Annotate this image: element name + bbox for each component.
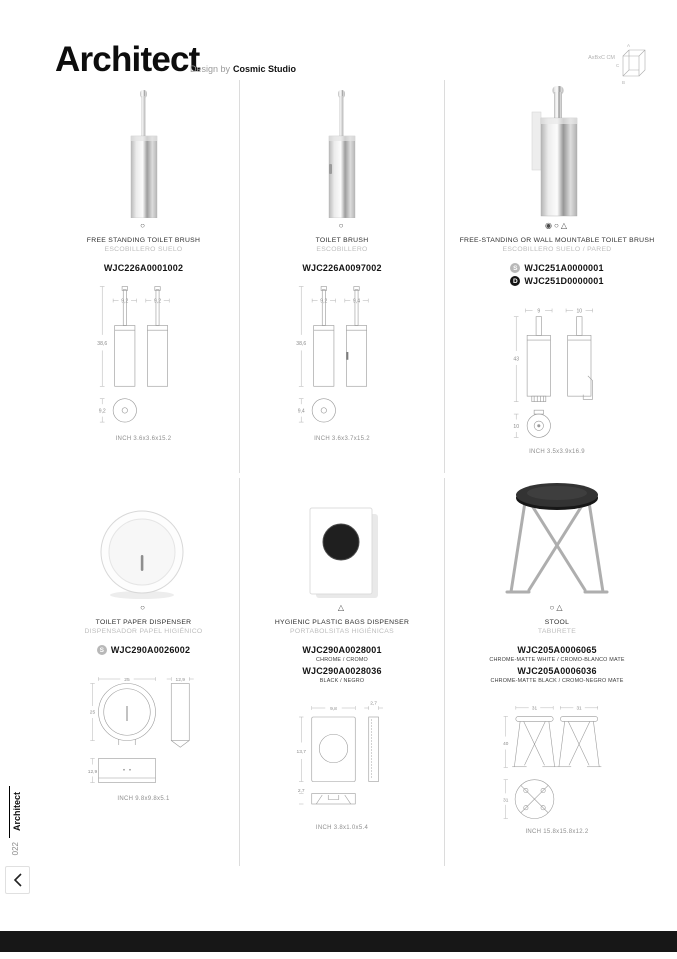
inch-dimensions: INCH 3.6x3.7x15.2 xyxy=(314,436,370,442)
product-photo-area xyxy=(122,80,166,218)
svg-text:9,4: 9,4 xyxy=(297,408,305,415)
toilet-brush-photo xyxy=(122,90,166,218)
code-row xyxy=(104,263,183,273)
finish-variant: CHROME-MATTE WHITE / CROMO-BLANCO MATE xyxy=(489,657,625,663)
svg-text:9,2: 9,2 xyxy=(98,408,106,415)
product-name-en: HYGIENIC PLASTIC BAGS DISPENSER xyxy=(274,619,410,626)
shape-icons: ○△ xyxy=(549,603,565,612)
product-name-en: FREE STANDING TOILET BRUSH xyxy=(86,237,201,244)
product-code: WJC226A0001002 xyxy=(103,263,184,273)
product-card-free-standing-toilet-brush xyxy=(48,80,240,473)
finish-variant: BLACK / NEGRO xyxy=(319,678,365,684)
svg-text:10: 10 xyxy=(512,424,519,431)
code-row xyxy=(97,645,190,655)
product-name-es: DISPENSADOR PAPEL HIGIÉNICO xyxy=(84,628,203,635)
product-name-en: STOOL xyxy=(544,619,570,626)
product-name-es: TABURETE xyxy=(537,628,577,635)
svg-text:25: 25 xyxy=(124,677,130,683)
product-card-bags-dispenser xyxy=(240,478,445,866)
tech-drawing xyxy=(500,696,615,826)
product-code: WJC290A0028001 xyxy=(302,645,382,655)
finish-variant: CHROME-MATTE BLACK / CROMO-NEGRO MATE xyxy=(490,678,624,684)
design-by-label: Design by xyxy=(190,64,231,74)
code-row xyxy=(302,263,381,273)
code-row xyxy=(510,263,603,273)
product-name-es: PORTABOLSITAS HIGIÉNICAS xyxy=(290,628,394,635)
code-row xyxy=(302,666,381,676)
svg-text:9: 9 xyxy=(536,308,540,315)
finish-badge-s: S xyxy=(510,263,520,273)
product-card-toilet-brush xyxy=(240,80,445,473)
product-photo-area xyxy=(96,478,192,600)
svg-text:31: 31 xyxy=(502,797,508,803)
code-row xyxy=(517,666,596,676)
product-code: WJC290A0028036 xyxy=(302,666,382,676)
product-code: WJC290A0026002 xyxy=(110,645,191,655)
product-name-en: TOILET BRUSH xyxy=(315,237,369,244)
inch-dimensions: INCH 3.5x3.9x16.9 xyxy=(529,449,585,455)
svg-text:38,6: 38,6 xyxy=(97,340,108,347)
product-photo-area xyxy=(320,80,364,218)
tech-drawing xyxy=(85,285,202,433)
finish-variant: CHROME / CROMO xyxy=(316,657,368,663)
dimension-legend: AxBxC CM xyxy=(588,55,615,61)
svg-text:31: 31 xyxy=(575,705,582,711)
product-name-es: ESCOBILLERO SUELO xyxy=(104,246,183,253)
svg-text:12,9: 12,9 xyxy=(175,677,185,683)
svg-text:10: 10 xyxy=(575,308,582,315)
back-button[interactable] xyxy=(5,866,30,894)
shape-icons: △ xyxy=(337,603,347,612)
inch-dimensions: INCH 15.8x15.8x12.2 xyxy=(525,829,589,835)
svg-text:9,2: 9,2 xyxy=(121,298,129,305)
svg-text:C: C xyxy=(616,63,620,68)
product-codes xyxy=(302,263,381,273)
product-code: WJC226A0097002 xyxy=(302,263,382,273)
inch-dimensions: INCH 9.8x9.8x5.1 xyxy=(117,796,170,802)
finish-badge-s: S xyxy=(97,645,107,655)
svg-text:25: 25 xyxy=(89,710,96,716)
tech-drawing xyxy=(87,667,200,793)
product-code: WJC251A0000001 xyxy=(524,263,604,273)
code-row xyxy=(510,276,603,286)
svg-text:12,9: 12,9 xyxy=(87,769,98,775)
footer-bar xyxy=(0,931,677,952)
product-name-en: TOILET PAPER DISPENSER xyxy=(95,619,192,626)
tech-drawing xyxy=(286,696,399,822)
product-photo-area xyxy=(528,80,586,218)
tech-drawing xyxy=(499,298,616,446)
svg-text:40: 40 xyxy=(502,741,508,747)
svg-text:31: 31 xyxy=(531,705,537,711)
shape-icons: ○ xyxy=(140,221,147,230)
product-code: WJC205A0006065 xyxy=(517,645,597,655)
toilet-brush-photo xyxy=(320,90,364,218)
shape-icons: ○ xyxy=(140,603,147,612)
product-photo-area xyxy=(505,478,609,600)
shape-icons: ○ xyxy=(338,221,346,230)
product-codes xyxy=(489,645,624,684)
svg-text:13,7: 13,7 xyxy=(296,750,306,755)
collection-tab-label: Architect xyxy=(12,792,22,832)
product-code: WJC205A0006036 xyxy=(517,666,597,676)
svg-text:B: B xyxy=(622,80,626,85)
svg-text:A: A xyxy=(627,43,631,48)
inch-dimensions: INCH 3.6x3.6x15.2 xyxy=(115,436,172,442)
page-number: 022 xyxy=(11,842,20,856)
designer-name: Cosmic Studio xyxy=(233,64,297,74)
product-name-en: FREE-STANDING OR WALL MOUNTABLE TOILET BRUSH xyxy=(459,237,655,244)
product-card-stool xyxy=(445,478,669,866)
product-name-es: ESCOBILLERO SUELO / PARED xyxy=(502,246,612,253)
code-row xyxy=(517,645,596,655)
code-row xyxy=(302,645,381,655)
paper-dispenser-photo xyxy=(96,508,192,600)
product-codes xyxy=(510,263,603,286)
svg-text:9,8: 9,8 xyxy=(329,706,337,712)
product-row-2 xyxy=(48,478,669,866)
bags-dispenser-photo xyxy=(302,504,382,600)
svg-text:9,2: 9,2 xyxy=(154,298,162,305)
svg-text:38,6: 38,6 xyxy=(295,340,306,347)
product-code: WJC251D0000001 xyxy=(524,276,604,286)
finish-badge-d: D xyxy=(510,276,520,286)
product-codes xyxy=(97,645,190,655)
product-row-1 xyxy=(48,80,669,473)
inch-dimensions: INCH 3.8x1.0x5.4 xyxy=(315,825,369,831)
toilet-brush-wall-photo xyxy=(528,86,586,218)
svg-text:9,2: 9,2 xyxy=(319,298,327,305)
stool-photo xyxy=(505,480,609,600)
svg-text:2,7: 2,7 xyxy=(297,789,305,794)
collection-tab xyxy=(9,786,22,838)
svg-text:2,7: 2,7 xyxy=(369,701,377,707)
product-card-wall-mountable-toilet-brush xyxy=(445,80,669,473)
shape-icons: ◉○△ xyxy=(545,221,569,230)
svg-text:43: 43 xyxy=(512,356,519,363)
page-title: Architect xyxy=(55,40,200,79)
product-codes xyxy=(302,645,381,684)
product-name-es: ESCOBILLERO xyxy=(316,246,368,253)
product-card-toilet-paper-dispenser xyxy=(48,478,240,866)
design-credit xyxy=(190,64,296,74)
svg-text:9,4: 9,4 xyxy=(352,298,360,305)
tech-drawing xyxy=(284,285,401,433)
chevron-left-icon xyxy=(11,871,25,889)
product-photo-area xyxy=(302,478,382,600)
product-codes xyxy=(104,263,183,273)
